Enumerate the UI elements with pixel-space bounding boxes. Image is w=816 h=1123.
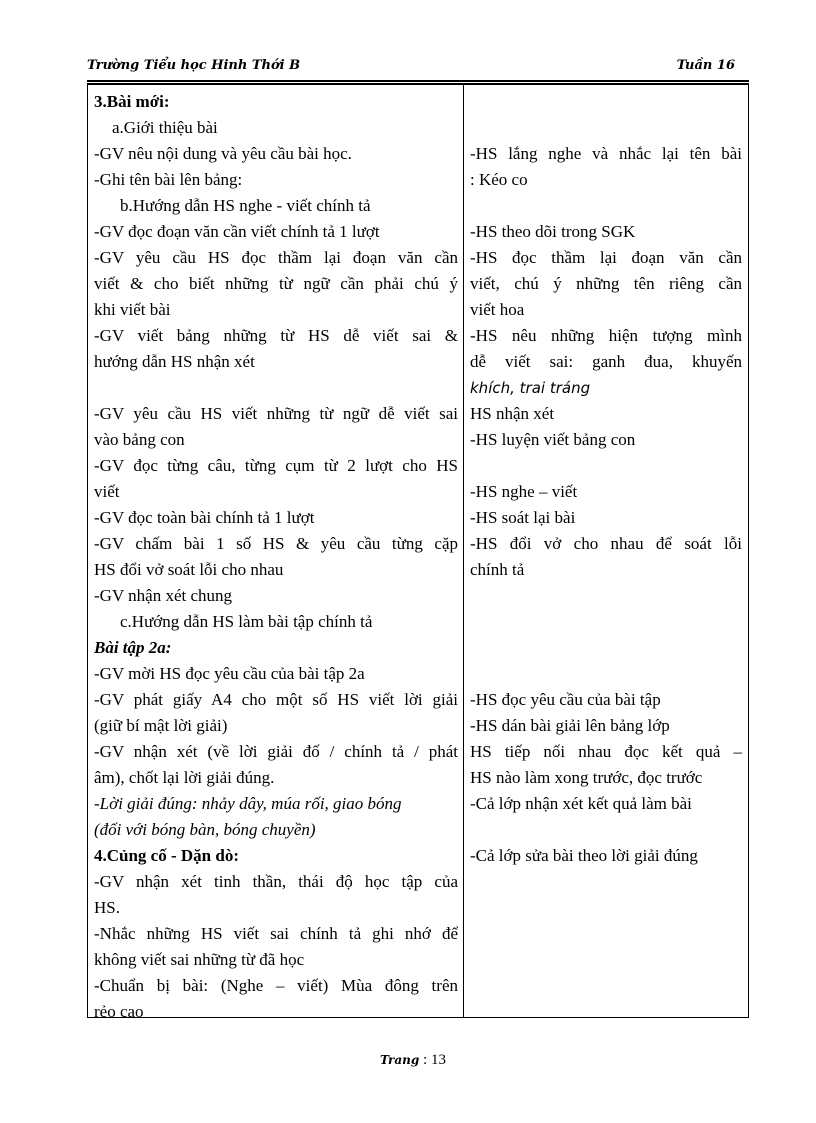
teacher-activity-line: rẻo cao (94, 1002, 144, 1021)
student-activity-line: -HS nghe – viết (470, 482, 578, 501)
student-activity-line: khích, trai tráng (470, 379, 591, 397)
page-number: 13 (430, 1052, 446, 1068)
student-activity-line (470, 453, 742, 479)
student-activity-line: dễ viết sai: ganh đua, khuyến (470, 352, 742, 371)
student-activity-line (470, 635, 742, 661)
teacher-activity-line: không viết sai những từ đã học (94, 950, 305, 969)
week-label: Tuần 16 (676, 58, 735, 73)
student-activity-line: -HS lắng nghe và nhắc lại tên bài (470, 144, 742, 163)
student-activity-line: -HS soát lại bài (470, 508, 576, 527)
teacher-activity-line: -GV đọc toàn bài chính tả 1 lượt (94, 508, 315, 527)
student-activity-line (470, 661, 742, 687)
teacher-activity-line: -GV đọc đoạn văn cần viết chính tả 1 lượt (94, 222, 380, 241)
student-activity-line: -HS luyện viết bảng con (470, 430, 636, 449)
teacher-activity-line: -Ghi tên bài lên bảng: (94, 170, 243, 189)
teacher-activity-line: vào bảng con (94, 430, 185, 449)
teacher-activity-line: -GV nhận xét tinh thần, thái độ học tập của (94, 872, 458, 891)
teacher-activity-line: HS. (94, 898, 120, 917)
teacher-activity-line: viết & cho biết những từ ngữ cần phải chú ý (94, 274, 458, 293)
student-activity-line (470, 583, 742, 609)
student-activity-line: -HS đọc thầm lại đoạn văn cần (470, 248, 742, 267)
teacher-activity-line: -GV viết bảng những từ HS dễ viết sai & (94, 326, 458, 345)
student-activity-line (470, 115, 742, 141)
teacher-activity-line: hướng dẫn HS nhận xét (94, 352, 255, 371)
teacher-activity-line: -Lời giải đúng: nhảy dây, múa rối, giao bóng (94, 794, 402, 813)
student-activity-line: -Cả lớp sửa bài theo lời giải đúng (470, 846, 698, 865)
student-activity-line: HS nào làm xong trước, đọc trước (470, 768, 703, 787)
student-activity-line: HS tiếp nối nhau đọc kết quả – (470, 742, 742, 761)
student-activity-line: viết hoa (470, 300, 525, 319)
teacher-activity-line: -GV nhận xét chung (94, 586, 233, 605)
teacher-activity-line: c.Hướng dẫn HS làm bài tập chính tả (120, 612, 373, 631)
teacher-activity-line: b.Hướng dẫn HS nghe - viết chính tả (120, 196, 371, 215)
page-footer: Trang : 13 (380, 1052, 446, 1068)
student-activity-line: -HS đổi vở cho nhau để soát lỗi (470, 534, 742, 553)
student-activity-line: chính tả (470, 560, 525, 579)
teacher-activity-line: -GV nêu nội dung và yêu cầu bài học. (94, 144, 352, 163)
teacher-activity-line: Bài tập 2a: (94, 638, 172, 657)
teacher-activity-line: 4.Củng cố - Dặn dò: (94, 846, 239, 865)
student-activity-line (470, 817, 742, 843)
student-activity-line: -HS nêu những hiện tượng mình (470, 326, 742, 345)
teacher-activity-line: a.Giới thiệu bài (112, 118, 218, 137)
teacher-activity-line: (giữ bí mật lời giải) (94, 716, 228, 735)
teacher-activity-line: âm), chốt lại lời giải đúng. (94, 768, 275, 787)
teacher-activity-line: -GV mời HS đọc yêu cầu của bài tập 2a (94, 664, 365, 683)
student-activity-line: -Cả lớp nhận xét kết quả làm bài (470, 794, 692, 813)
teacher-activity-line: viết (94, 482, 120, 501)
teacher-activity-line: -GV chấm bài 1 số HS & yêu cầu từng cặp (94, 534, 458, 553)
teacher-activity-line: (đối với bóng bàn, bóng chuyền) (94, 820, 316, 839)
page-label: Trang (380, 1053, 420, 1067)
student-activity-line: HS nhận xét (470, 404, 555, 423)
student-activity-line: -HS đọc yêu cầu của bài tập (470, 690, 661, 709)
lesson-table (87, 84, 749, 1021)
student-activity-line: -HS dán bài giải lên bảng lớp (470, 716, 670, 735)
teacher-activity-line: -GV yêu cầu HS đọc thầm lại đoạn văn cần (94, 248, 458, 267)
column-divider (463, 85, 464, 1017)
student-activity-line: : Kéo co (470, 170, 528, 189)
student-activity-line (470, 89, 742, 115)
teacher-activity-line: HS đổi vở soát lỗi cho nhau (94, 560, 284, 579)
student-activity-line: viết, chú ý những tên riêng cần (470, 274, 742, 293)
student-activity-line: -HS theo dõi trong SGK (470, 222, 636, 241)
teacher-activity-line: -Chuẩn bị bài: (Nghe – viết) Mùa đông trên (94, 976, 458, 995)
page-header (87, 58, 749, 80)
school-name: Trường Tiểu học Hinh Thới B (87, 58, 301, 73)
teacher-activity-line (94, 375, 458, 401)
teacher-activity-line: -GV đọc từng câu, từng cụm từ 2 lượt cho HS (94, 456, 458, 475)
teacher-activity-line: -GV nhận xét (về lời giải đố / chính tả / phát (94, 742, 458, 761)
teacher-activity-line: 3.Bài mới: (94, 92, 170, 111)
teacher-activity-line: -GV phát giấy A4 cho một số HS viết lời giải (94, 690, 458, 709)
teacher-activity-line: khi viết bài (94, 300, 171, 319)
teacher-activity-line: -Nhắc những HS viết sai chính tả ghi nhớ để (94, 924, 458, 943)
student-activity-line (470, 609, 742, 635)
student-activity-line (470, 193, 742, 219)
teacher-activity-line: -GV yêu cầu HS viết những từ ngữ dễ viết sai (94, 404, 458, 423)
